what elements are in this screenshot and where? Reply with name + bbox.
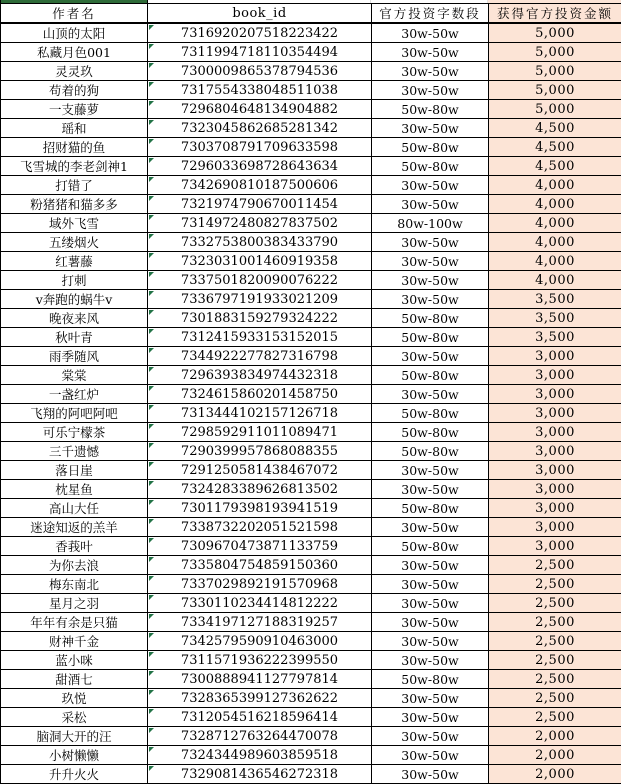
table-row	[1, 347, 621, 366]
table-header	[1, 4, 621, 24]
number-stored-as-text-flag-icon	[149, 538, 154, 543]
book-id-value: 7342690810187500606	[181, 178, 338, 193]
word-range-cell[interactable]: 30w-50w	[372, 689, 489, 708]
author-cell[interactable]: 三千遗憾	[1, 442, 148, 461]
amount-cell[interactable]: 5,000	[489, 81, 621, 100]
book-id-cell[interactable]	[148, 518, 372, 537]
book-id-value: 7342579590910463000	[181, 634, 338, 649]
book-id-cell[interactable]	[148, 461, 372, 480]
author-cell[interactable]: 一支藤萝	[1, 100, 148, 119]
word-range-cell[interactable]: 30w-50w	[372, 119, 489, 138]
amount-cell[interactable]: 3,500	[489, 290, 621, 309]
number-stored-as-text-flag-icon	[149, 576, 154, 581]
word-range-cell[interactable]: 30w-50w	[372, 765, 489, 784]
table-row	[1, 423, 621, 442]
amount-cell[interactable]: 3,000	[489, 442, 621, 461]
author-cell[interactable]: 私藏月色001	[1, 43, 148, 62]
number-stored-as-text-flag-icon	[149, 215, 154, 220]
table-row	[1, 328, 621, 347]
number-stored-as-text-flag-icon	[149, 253, 154, 258]
number-stored-as-text-flag-icon	[149, 63, 154, 68]
word-range-cell[interactable]: 30w-50w	[372, 594, 489, 613]
book-id-cell[interactable]	[148, 594, 372, 613]
author-cell[interactable]: 枕星鱼	[1, 480, 148, 499]
cut-off-cell-plain	[148, 0, 372, 3]
number-stored-as-text-flag-icon	[149, 177, 154, 182]
book-id-value: 7303708791709633598	[181, 140, 338, 155]
book-id-cell[interactable]	[148, 727, 372, 746]
table-row	[1, 708, 621, 727]
amount-cell[interactable]: 2,500	[489, 632, 621, 651]
book-id-value: 7329081436546272318	[181, 767, 338, 782]
word-range-cell[interactable]: 30w-50w	[372, 290, 489, 309]
amount-cell[interactable]: 2,500	[489, 575, 621, 594]
author-cell[interactable]: 为你去浪	[1, 556, 148, 575]
amount-cell[interactable]: 2,500	[489, 651, 621, 670]
number-stored-as-text-flag-icon	[149, 348, 154, 353]
number-stored-as-text-flag-icon	[149, 633, 154, 638]
table-row	[1, 100, 621, 119]
author-cell[interactable]: 梅东南北	[1, 575, 148, 594]
author-cell[interactable]: v奔跑的蜗牛v	[1, 290, 148, 309]
number-stored-as-text-flag-icon	[149, 310, 154, 315]
book-id-cell[interactable]	[148, 157, 372, 176]
cut-off-cell-peach	[488, 0, 621, 3]
number-stored-as-text-flag-icon	[149, 405, 154, 410]
amount-cell[interactable]: 3,000	[489, 366, 621, 385]
word-range-cell[interactable]: 30w-50w	[372, 176, 489, 195]
table-row	[1, 119, 621, 138]
word-range-cell[interactable]: 80w-100w	[372, 214, 489, 233]
book-id-value: 7334197127188319257	[181, 615, 338, 630]
amount-cell[interactable]: 4,500	[489, 119, 621, 138]
table-row	[1, 499, 621, 518]
book-id-value: 7321974790670011454	[181, 197, 338, 212]
book-id-value: 7316920207518223422	[181, 26, 338, 41]
number-stored-as-text-flag-icon	[149, 234, 154, 239]
cut-off-row-above	[0, 0, 621, 3]
amount-cell[interactable]: 5,000	[489, 100, 621, 119]
word-range-cell[interactable]: 50w-80w	[372, 423, 489, 442]
book-id-cell[interactable]	[148, 347, 372, 366]
amount-cell[interactable]: 5,000	[489, 43, 621, 62]
table-row	[1, 537, 621, 556]
book-id-cell[interactable]	[148, 62, 372, 81]
amount-cell[interactable]: 2,500	[489, 556, 621, 575]
number-stored-as-text-flag-icon	[149, 766, 154, 771]
author-cell[interactable]: 采松	[1, 708, 148, 727]
col-header-book-id[interactable]: book_id	[148, 4, 372, 24]
book-id-value: 7312415933153152015	[181, 330, 338, 345]
book-id-cell[interactable]	[148, 176, 372, 195]
author-cell[interactable]: 落日崖	[1, 461, 148, 480]
word-range-cell[interactable]: 30w-50w	[372, 575, 489, 594]
book-id-cell[interactable]	[148, 499, 372, 518]
table-row	[1, 632, 621, 651]
amount-cell[interactable]: 4,000	[489, 195, 621, 214]
author-cell[interactable]: 高山大任	[1, 499, 148, 518]
author-cell[interactable]: 苟着的狗	[1, 81, 148, 100]
table-row	[1, 138, 621, 157]
word-range-cell[interactable]: 50w-80w	[372, 670, 489, 689]
author-cell[interactable]: 红薯藤	[1, 252, 148, 271]
author-cell[interactable]: 升升火火	[1, 765, 148, 784]
amount-cell[interactable]: 2,500	[489, 594, 621, 613]
book-id-value: 7296033698728643634	[181, 159, 338, 174]
word-range-cell[interactable]: 50w-80w	[372, 328, 489, 347]
word-range-cell[interactable]: 30w-50w	[372, 385, 489, 404]
table-row	[1, 176, 621, 195]
book-id-value: 7324344989603859518	[181, 748, 338, 763]
author-cell[interactable]: 粉猪猪和猫多多	[1, 195, 148, 214]
book-id-value: 7300009865378794536	[181, 64, 338, 79]
table-row	[1, 366, 621, 385]
book-id-cell[interactable]	[148, 404, 372, 423]
word-range-cell[interactable]: 30w-50w	[372, 233, 489, 252]
number-stored-as-text-flag-icon	[149, 272, 154, 277]
table-row	[1, 43, 621, 62]
author-cell[interactable]: 迷途知返的羔羊	[1, 518, 148, 537]
book-id-value: 7332753800383433790	[181, 235, 338, 250]
number-stored-as-text-flag-icon	[149, 101, 154, 106]
author-cell[interactable]: 雨季随风	[1, 347, 148, 366]
word-range-cell[interactable]: 30w-50w	[372, 651, 489, 670]
book-id-cell[interactable]	[148, 670, 372, 689]
book-id-cell[interactable]	[148, 537, 372, 556]
number-stored-as-text-flag-icon	[149, 481, 154, 486]
amount-cell[interactable]: 3,500	[489, 309, 621, 328]
number-stored-as-text-flag-icon	[149, 443, 154, 448]
word-range-cell[interactable]: 30w-50w	[372, 81, 489, 100]
number-stored-as-text-flag-icon	[149, 652, 154, 657]
table-row	[1, 480, 621, 499]
table-row	[1, 442, 621, 461]
amount-cell[interactable]: 2,500	[489, 670, 621, 689]
amount-cell[interactable]: 2,500	[489, 708, 621, 727]
col-header-author[interactable]: 作者名	[1, 4, 148, 24]
amount-cell[interactable]: 3,000	[489, 385, 621, 404]
cut-off-cell-plain	[371, 0, 488, 3]
word-range-cell[interactable]: 30w-50w	[372, 271, 489, 290]
author-cell[interactable]: 打刺	[1, 271, 148, 290]
number-stored-as-text-flag-icon	[149, 557, 154, 562]
table-row	[1, 613, 621, 632]
word-range-cell[interactable]: 50w-80w	[372, 366, 489, 385]
number-stored-as-text-flag-icon	[149, 728, 154, 733]
author-cell[interactable]: 飞雪城的李老剑神1	[1, 157, 148, 176]
book-id-cell[interactable]	[148, 556, 372, 575]
header-row	[1, 4, 621, 24]
book-id-cell[interactable]	[148, 689, 372, 708]
author-cell[interactable]: 玖悦	[1, 689, 148, 708]
book-id-value: 7317554338048511038	[181, 83, 338, 98]
author-cell[interactable]: 一盏红炉	[1, 385, 148, 404]
word-range-cell[interactable]: 50w-80w	[372, 138, 489, 157]
book-id-value: 7338732202051521598	[181, 520, 338, 535]
col-header-amount[interactable]: 获得官方投资金额	[489, 4, 621, 24]
book-id-value: 7337029892191570968	[181, 577, 338, 592]
book-id-cell[interactable]	[148, 81, 372, 100]
author-cell[interactable]: 小树懒懒	[1, 746, 148, 765]
number-stored-as-text-flag-icon	[149, 386, 154, 391]
table-row	[1, 157, 621, 176]
table-row	[1, 689, 621, 708]
book-id-cell[interactable]	[148, 119, 372, 138]
word-range-cell[interactable]: 50w-80w	[372, 499, 489, 518]
word-range-cell[interactable]: 30w-50w	[372, 23, 489, 43]
word-range-cell[interactable]: 30w-50w	[372, 43, 489, 62]
author-cell[interactable]: 可乐宁檬茶	[1, 423, 148, 442]
book-id-value: 7328712763264470078	[181, 729, 338, 744]
table-row	[1, 727, 621, 746]
table-row	[1, 404, 621, 423]
amount-cell[interactable]: 3,000	[489, 423, 621, 442]
number-stored-as-text-flag-icon	[149, 25, 154, 30]
book-id-value: 7291250581438467072	[181, 463, 338, 478]
book-id-cell[interactable]	[148, 138, 372, 157]
book-id-cell[interactable]	[148, 651, 372, 670]
book-id-cell[interactable]	[148, 632, 372, 651]
amount-cell[interactable]: 3,000	[489, 461, 621, 480]
word-range-cell[interactable]: 30w-50w	[372, 632, 489, 651]
author-cell[interactable]: 星月之羽	[1, 594, 148, 613]
author-cell[interactable]: 打错了	[1, 176, 148, 195]
word-range-cell[interactable]: 30w-50w	[372, 62, 489, 81]
book-id-value: 7328365399127362622	[181, 691, 338, 706]
book-id-value: 7298592911011089471	[181, 425, 338, 440]
amount-cell[interactable]: 2,000	[489, 746, 621, 765]
word-range-cell[interactable]: 50w-80w	[372, 100, 489, 119]
author-cell[interactable]: 财神千金	[1, 632, 148, 651]
book-id-cell[interactable]	[148, 233, 372, 252]
amount-cell[interactable]: 2,000	[489, 727, 621, 746]
book-id-cell[interactable]	[148, 214, 372, 233]
table-row	[1, 81, 621, 100]
book-id-value: 7296393834974432318	[181, 368, 338, 383]
number-stored-as-text-flag-icon	[149, 196, 154, 201]
number-stored-as-text-flag-icon	[149, 747, 154, 752]
book-id-cell[interactable]	[148, 366, 372, 385]
table-row	[1, 575, 621, 594]
table-row	[1, 385, 621, 404]
cut-off-cell-green	[1, 0, 148, 3]
number-stored-as-text-flag-icon	[149, 519, 154, 524]
word-range-cell[interactable]: 30w-50w	[372, 746, 489, 765]
table-row	[1, 651, 621, 670]
author-cell[interactable]: 蓝小咪	[1, 651, 148, 670]
table-row	[1, 62, 621, 81]
book-id-cell[interactable]	[148, 480, 372, 499]
book-id-cell[interactable]	[148, 195, 372, 214]
word-range-cell[interactable]: 30w-50w	[372, 727, 489, 746]
book-id-value: 7311994718110354494	[181, 45, 338, 60]
author-cell[interactable]: 瑶和	[1, 119, 148, 138]
amount-cell[interactable]: 4,000	[489, 176, 621, 195]
word-range-cell[interactable]: 30w-50w	[372, 556, 489, 575]
amount-cell[interactable]: 4,000	[489, 233, 621, 252]
amount-cell[interactable]: 5,000	[489, 23, 621, 43]
book-id-cell[interactable]	[148, 290, 372, 309]
amount-cell[interactable]: 2,500	[489, 689, 621, 708]
author-cell[interactable]: 晚夜来风	[1, 309, 148, 328]
word-range-cell[interactable]: 30w-50w	[372, 195, 489, 214]
book-id-cell[interactable]	[148, 442, 372, 461]
table-row	[1, 670, 621, 689]
book-id-cell[interactable]	[148, 271, 372, 290]
book-id-cell[interactable]	[148, 100, 372, 119]
word-range-cell[interactable]: 30w-50w	[372, 518, 489, 537]
book-id-cell[interactable]	[148, 252, 372, 271]
author-cell[interactable]: 山顶的太阳	[1, 23, 148, 43]
book-id-cell[interactable]	[148, 575, 372, 594]
table-row	[1, 556, 621, 575]
table-row	[1, 594, 621, 613]
amount-cell[interactable]: 3,000	[489, 518, 621, 537]
book-id-cell[interactable]	[148, 309, 372, 328]
number-stored-as-text-flag-icon	[149, 139, 154, 144]
book-id-cell[interactable]	[148, 385, 372, 404]
number-stored-as-text-flag-icon	[149, 690, 154, 695]
number-stored-as-text-flag-icon	[149, 462, 154, 467]
number-stored-as-text-flag-icon	[149, 671, 154, 676]
author-cell[interactable]: 灵灵玖	[1, 62, 148, 81]
amount-cell[interactable]: 2,500	[489, 613, 621, 632]
table-row	[1, 214, 621, 233]
book-id-value: 7335804754859150360	[181, 558, 338, 573]
word-range-cell[interactable]: 30w-50w	[372, 347, 489, 366]
author-cell[interactable]: 甜酒七	[1, 670, 148, 689]
table-body	[1, 23, 621, 784]
book-id-value: 7344922277827316798	[181, 349, 338, 364]
word-range-cell[interactable]: 30w-50w	[372, 708, 489, 727]
book-id-value: 7336797191933021209	[181, 292, 338, 307]
number-stored-as-text-flag-icon	[149, 329, 154, 334]
amount-cell[interactable]: 4,000	[489, 252, 621, 271]
word-range-cell[interactable]: 30w-50w	[372, 252, 489, 271]
book-id-value: 7313444102157126718	[181, 406, 338, 421]
table-row	[1, 518, 621, 537]
amount-cell[interactable]: 4,000	[489, 271, 621, 290]
book-id-cell[interactable]	[148, 708, 372, 727]
number-stored-as-text-flag-icon	[149, 158, 154, 163]
amount-cell[interactable]: 4,000	[489, 214, 621, 233]
number-stored-as-text-flag-icon	[149, 44, 154, 49]
book-id-value: 7290399957868088355	[181, 444, 338, 459]
number-stored-as-text-flag-icon	[149, 291, 154, 296]
amount-cell[interactable]: 3,000	[489, 537, 621, 556]
table-row	[1, 252, 621, 271]
table-row	[1, 746, 621, 765]
table-row	[1, 461, 621, 480]
amount-cell[interactable]: 3,000	[489, 347, 621, 366]
author-cell[interactable]: 五缕烟火	[1, 233, 148, 252]
word-range-cell[interactable]: 50w-80w	[372, 404, 489, 423]
word-range-cell[interactable]: 50w-80w	[372, 442, 489, 461]
book-id-value: 7323045862685281342	[181, 121, 338, 136]
word-range-cell[interactable]: 50w-80w	[372, 309, 489, 328]
amount-cell[interactable]: 3,500	[489, 328, 621, 347]
book-id-value: 7324283389626813502	[181, 482, 338, 497]
table-row	[1, 271, 621, 290]
book-id-cell[interactable]	[148, 423, 372, 442]
book-id-value: 7323031001460919358	[181, 254, 338, 269]
amount-cell[interactable]: 3,000	[489, 404, 621, 423]
number-stored-as-text-flag-icon	[149, 595, 154, 600]
author-cell[interactable]: 秋叶青	[1, 328, 148, 347]
amount-cell[interactable]: 4,500	[489, 157, 621, 176]
book-id-value: 7300888941127797814	[181, 672, 338, 687]
word-range-cell[interactable]: 50w-80w	[372, 157, 489, 176]
investment-table	[0, 3, 621, 784]
amount-cell[interactable]: 2,000	[489, 765, 621, 784]
number-stored-as-text-flag-icon	[149, 82, 154, 87]
number-stored-as-text-flag-icon	[149, 614, 154, 619]
author-cell[interactable]: 棠棠	[1, 366, 148, 385]
book-id-value: 7301883159279324222	[181, 311, 338, 326]
book-id-value: 7301179398193941519	[181, 501, 338, 516]
book-id-cell[interactable]	[148, 765, 372, 784]
amount-cell[interactable]: 3,000	[489, 480, 621, 499]
table-row	[1, 290, 621, 309]
book-id-value: 7314972480827837502	[181, 216, 338, 231]
book-id-value: 7312054516218596414	[181, 710, 338, 725]
amount-cell[interactable]: 4,500	[489, 138, 621, 157]
table-row	[1, 233, 621, 252]
amount-cell[interactable]: 5,000	[489, 62, 621, 81]
word-range-cell[interactable]: 50w-80w	[372, 537, 489, 556]
amount-cell[interactable]: 3,000	[489, 499, 621, 518]
book-id-cell[interactable]	[148, 746, 372, 765]
table-row	[1, 195, 621, 214]
book-id-value: 7311571936222399550	[181, 653, 338, 668]
book-id-cell[interactable]	[148, 43, 372, 62]
number-stored-as-text-flag-icon	[149, 120, 154, 125]
book-id-value: 7296804648134904882	[181, 102, 338, 117]
number-stored-as-text-flag-icon	[149, 367, 154, 372]
book-id-value: 7337501820090076222	[181, 273, 338, 288]
number-stored-as-text-flag-icon	[149, 709, 154, 714]
number-stored-as-text-flag-icon	[149, 424, 154, 429]
book-id-value: 7324615860201458750	[181, 387, 338, 402]
book-id-value: 7330110234414812222	[181, 596, 338, 611]
table-row	[1, 765, 621, 784]
table-row	[1, 23, 621, 43]
author-cell[interactable]: 脑洞大开的汪	[1, 727, 148, 746]
word-range-cell[interactable]: 30w-50w	[372, 480, 489, 499]
author-cell[interactable]: 香莪叶	[1, 537, 148, 556]
book-id-value: 7309670473871133759	[181, 539, 338, 554]
author-cell[interactable]: 域外飞雪	[1, 214, 148, 233]
word-range-cell[interactable]: 30w-50w	[372, 461, 489, 480]
author-cell[interactable]: 年年有余是只猫	[1, 613, 148, 632]
author-cell[interactable]: 招财猫的鱼	[1, 138, 148, 157]
book-id-cell[interactable]	[148, 613, 372, 632]
book-id-cell[interactable]	[148, 23, 372, 43]
col-header-word-range[interactable]: 官方投资字数段	[372, 4, 489, 24]
word-range-cell[interactable]: 30w-50w	[372, 613, 489, 632]
book-id-cell[interactable]	[148, 328, 372, 347]
author-cell[interactable]: 飞翔的阿吧阿吧	[1, 404, 148, 423]
table-row	[1, 309, 621, 328]
number-stored-as-text-flag-icon	[149, 500, 154, 505]
